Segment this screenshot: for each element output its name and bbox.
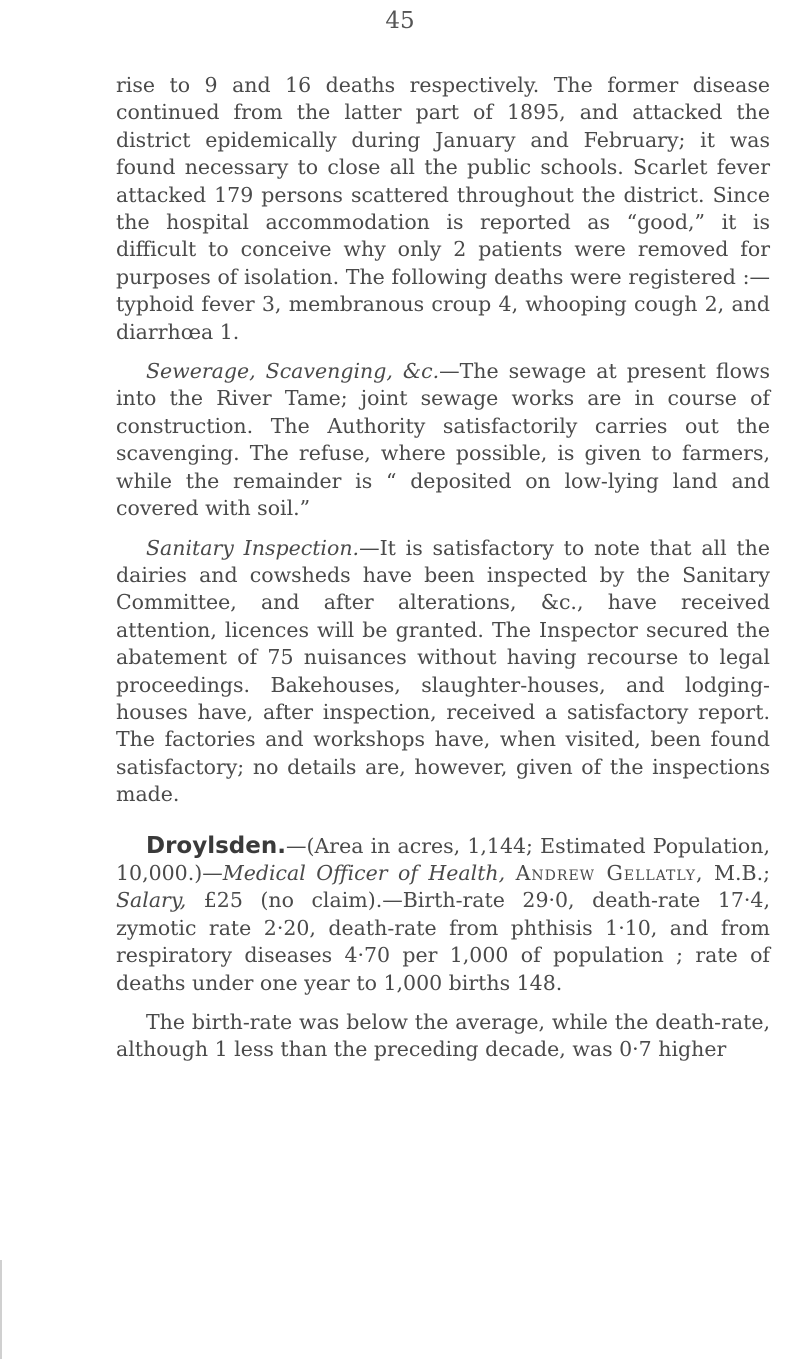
paragraph-sewerage xyxy=(116,358,770,522)
scan-edge-rule xyxy=(0,1260,2,1359)
paragraph-birth-rate: The birth-rate was below the average, while the death-rate, although 1 less than the preceding decade, was 0·7 higher xyxy=(116,1010,770,1062)
droylsden-intro: —(Area in acres, 1,144; Estimated Population, 10,000.)— xyxy=(116,833,770,885)
paragraph-droylsden xyxy=(116,833,770,997)
medical-officer-label: Medical Officer of Health, xyxy=(222,860,506,885)
medical-officer-degree: M.B.; xyxy=(703,860,770,885)
sanitary-text: —It is satisfactory to note that all the dairies and cowsheds have been inspected by the Sanitary Committee, and after alterations, &c., have received attention, licences will be granted. The Inspector secured the abatement of 75 nuisances without having recourse to legal proceedings. Bakehouses, slaughter-houses, and lodging-houses have, after inspection, received a satisfactory report. The factories and workshops have, when visited, been found satisfactory; no details are, however, given of the inspections made. xyxy=(116,535,771,807)
sewerage-text: —The sewage at present flows into the River Tame; joint sewage works are in course of construction. The Authority satisfactorily carries out the scavenging. The refuse, where possible, is given to farmers, while the remainder is “ deposited on low-lying land and covered with soil.” xyxy=(116,359,770,521)
paragraph-sanitary-inspection xyxy=(116,535,770,809)
salary-label: Salary, xyxy=(116,888,187,913)
paragraph-disease-deaths: rise to 9 and 16 deaths respectively. The former disease continued from the latter part of 1895, and attacked the district epidemically during January and February; it was found necessary to close all the public schools. Scarlet fever attacked 179 persons scattered throughout the district. Since the hospital accommodation is reported as “good,” it is difficult to conceive why only 2 patients were removed for purposes of isolation. The following deaths were registered :—typhoid fever 3, membranous croup 4, whooping cough 2, and diarrhœa 1. xyxy=(116,73,770,344)
sanitary-heading: Sanitary Inspection. xyxy=(146,535,360,560)
text-column xyxy=(116,72,770,1064)
medical-officer-name: Andrew Gellatly, xyxy=(515,860,704,885)
sewerage-heading: Sewerage, Scavenging, &c. xyxy=(146,359,440,384)
page-number: 45 xyxy=(385,8,415,34)
droylsden-stats: £25 (no claim).—Birth-rate 29·0, death-rate 17·4, zymotic rate 2·20, death-rate from phthisis 1·10, and from respiratory diseases 4·70 per 1,000 of population ; rate of deaths under one year to 1,000 births 148. xyxy=(116,888,770,995)
droylsden-heading: Droylsden. xyxy=(146,832,286,859)
